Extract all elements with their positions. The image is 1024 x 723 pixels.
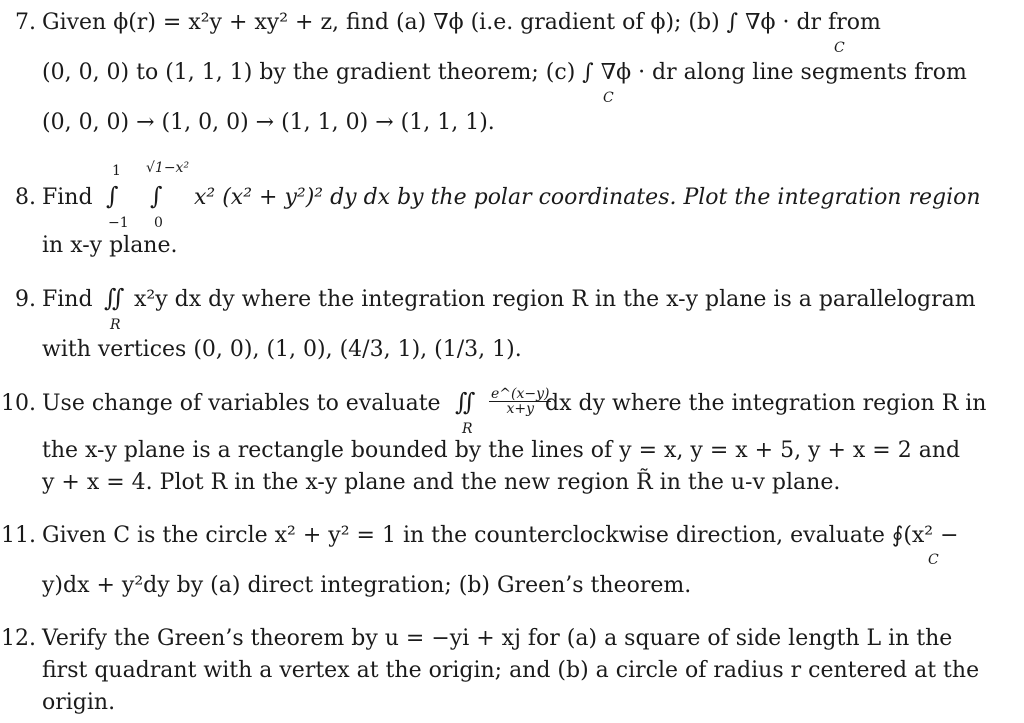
double-integral-sign: ∬ [104,284,125,312]
problem-8-text-2: in x-y plane. [42,233,178,258]
problem-11-text-1: Given C is the circle x² + y² = 1 in the counterclockwise direction, evaluate ∮(x² − [42,523,959,548]
integral-sign-inner: ∫ [150,182,163,210]
problem-11-number: 11. [1,523,36,548]
problem-7-text-3: (0, 0, 0) → (1, 0, 0) → (1, 1, 0) → (1, 1, 1). [42,110,495,135]
problem-8-number: 8. [15,185,36,210]
problem-9-text-2: with vertices (0, 0), (1, 0), (4/3, 1), (1/3, 1). [42,337,522,362]
problem-7-text-1: Given ϕ(r) = x²y + xy² + z, find (a) ∇ϕ (i.e. gradient of ϕ); (b) ∫ ∇ϕ · dr from [42,10,881,35]
problem-8-find: Find [42,185,93,210]
problem-10-number: 10. [1,391,36,416]
fraction-denominator: x+y [506,401,535,417]
problem-8-outer-upper: 1 [112,163,121,179]
problem-10-text-pre: Use change of variables to evaluate [42,391,441,416]
problem-10-text-2: the x-y plane is a rectangle bounded by the lines of y = x, y = x + 5, y + x = 2 and [42,438,961,463]
problem-10-body: dx dy where the integration region R in [545,391,987,416]
problem-9-find: Find [42,287,93,312]
problem-10-text-3: y + x = 4. Plot R in the x-y plane and the new region R̃ in the u-v plane. [42,470,841,495]
problem-10-region-sub: R [462,421,473,437]
problem-7-text-2: (0, 0, 0) to (1, 1, 1) by the gradient theorem; (c) ∫ ∇ϕ · dr along line segments from [42,60,967,85]
problem-7-sub-2: C [603,90,614,106]
problem-12-text-3: origin. [42,690,116,715]
problem-12-text-2: first quadrant with a vertex at the origin; and (b) a circle of radius r centered at the [42,658,980,683]
problem-8-inner-lower: 0 [154,215,163,231]
problem-11-text-2: y)dx + y²dy by (a) direct integration; (b) Green’s theorem. [42,573,692,598]
problem-9-region-sub: R [110,317,121,333]
problem-12-number: 12. [1,626,36,651]
double-integral-sign: ∬ [455,388,476,416]
problem-9-number: 9. [15,287,36,312]
problem-8-body: x² (x² + y²)² dy dx by the polar coordinates. Plot the integration region [194,185,981,210]
problem-8-outer-lower: −1 [108,215,129,231]
problem-7-sub-1: C [834,40,845,56]
problem-8-inner-upper: √1−x² [146,160,190,176]
problem-12-text-1: Verify the Green’s theorem by u = −yi + xj for (a) a square of side length L in the [42,626,953,651]
problem-11-sub: C [928,552,939,568]
integrand-fraction [489,387,551,416]
problem-9-body: x²y dx dy where the integration region R in the x-y plane is a parallelogram [134,287,976,312]
problem-7-number: 7. [15,10,36,35]
fraction-numerator: e^(x−y) [491,386,550,402]
integral-sign-outer: ∫ [106,182,119,210]
